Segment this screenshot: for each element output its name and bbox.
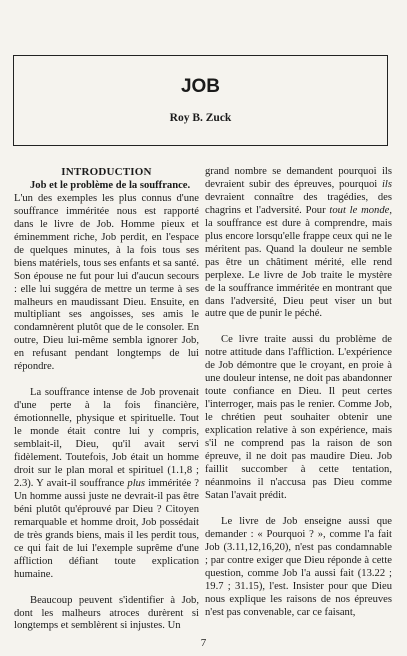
paragraph: Le livre de Job enseigne aussi que demander : « Pourquoi ? », comme l'a fait Job (3.11,12,16,20), n'est pas condamnable ; par contre exiger que Dieu réponde à cette question, comme Job l'a aussi fait (13.22 ; 19.7 ; 31.15), l'est. Insister pour que Dieu nous explique les raisons de nos épreuves n'est pas convenable, car ce faisant, (205, 515, 392, 618)
page-number: 7 (200, 637, 207, 649)
title-box (13, 55, 388, 146)
paragraph: L'un des exemples les plus connus d'une souffrance imméritée nous est rapporté dans le livre de Job. Homme pieux et éminemment riche, Job perdit, en l'espace de quelques minutes, à la fois tous ses biens matériels, tous ses enfants et sa santé. Son épouse ne fut pour lui d'aucun secours : elle lui suggéra de mettre un terme à ses malheurs en maudissant Dieu. Ensuite, en multipliant ses angoisses, ses amis le condamnèrent plutôt que de le consoler. En outre, Dieu lui-même sembla ignorer Job, en refusant pendant longtemps de lui répondre. (14, 192, 199, 373)
section-heading: INTRODUCTION (61, 166, 152, 178)
paragraph: grand nombre se demandent pourquoi ils devraient subir des épreuves, pourquoi ils devraient connaître des tragédies, des chagrins et l'adversité. Pour tout le monde, la souffrance est dure à comprendre, mais plus encore lorsqu'elle frappe ceux qui ne le méritent pas. Quand la douleur ne semble pas être un châtiment mérité, elle rend perplexe. Le livre de Job traite le mystère de la souffrance imméritée en montrant que dans l'adversité, Dieu peut viser un but autre que de punir le péché. (205, 166, 392, 320)
chapter-title: JOB (180, 76, 221, 97)
emphasis: ils (381, 178, 392, 190)
emphasis: plus (127, 477, 146, 489)
paragraph: Beaucoup peuvent s'identifier à Job, dont les malheurs atroces durèrent si longtemps et semblèrent si injustes. Un (14, 594, 199, 632)
paragraph: La souffrance intense de Job provenait d'une perte à la fois financière, émotionnelle, physique et spirituelle. Tout le monde était contre lui y compris, semblait-il, Dieu, qu'il avait servi fidèlement. Toutefois, Job était un homme droit sur le plan moral et spirituel (1.1,8 ; 2.3). Y avait-il souffrance plus imméritée ? Un homme aussi juste ne devrait-il pas être béni plutôt qu'éprouvé par Dieu ? Citoyen remarquable et homme droit, Job possédait de très grands biens, mais il les perdit tous, ce qui fait de lui l'exemple suprême d'une affliction défiant toute explication humaine. (14, 387, 200, 580)
subsection-heading: Job et le problème de la souffrance. (30, 179, 191, 191)
right-column (205, 166, 392, 619)
author-name: Roy B. Zuck (169, 112, 232, 124)
paragraph: Ce livre traite aussi du problème de notre attitude dans l'affliction. L'expérience de Job démontre que le croyant, en proie à une douleur intense, ne doit pas abandonner toute confiance en Dieu. Il peut certes l'interroger, mais pas le renier. Comme Job, le chrétien peut souhaiter obtenir une explication relative à son expérience, mais s'il ne comprend pas la raison de son épreuve, il ne doit pas maudire Dieu. Job faillit succomber à cette tentation, néanmoins il n'accusa pas Dieu comme Satan l'avait prédit. (205, 334, 392, 501)
emphasis: tout le monde (329, 204, 390, 216)
left-column (14, 166, 199, 633)
